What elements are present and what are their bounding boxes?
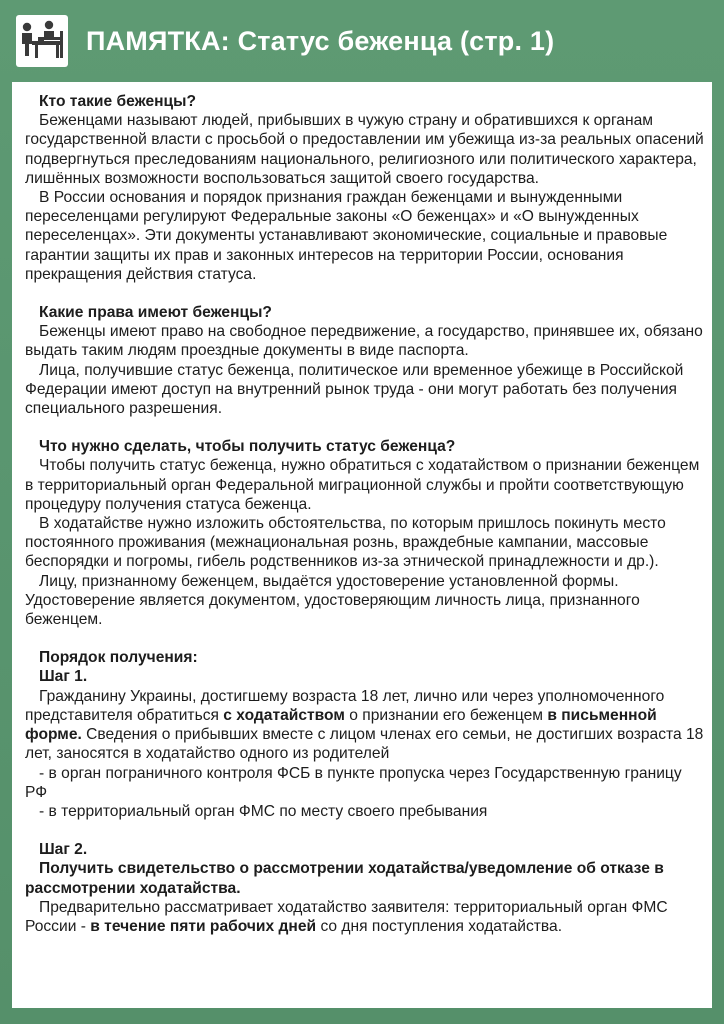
text-run: Предварительно рассматривает ходатайство заявителя: территориальный орган ФМС России - bbox=[25, 898, 668, 935]
bold-run: с ходатайством bbox=[223, 706, 345, 724]
page-header bbox=[0, 0, 724, 82]
section-heading-howto: Что нужно сделать, чтобы получить статус беженца? bbox=[39, 438, 456, 456]
text-run: со дня поступления ходатайства. bbox=[316, 917, 563, 935]
paragraph: Лицу, признанному беженцем, выдаётся удостоверение установленной формы. Удостоверение является документом, удостоверяющим личность лица, признанного беженцем. bbox=[25, 572, 640, 629]
paragraph: Лица, получившие статус беженца, политическое или временное убежище в Российской Федерации имеют доступ на внутренний рынок труда - они могут работать без получения специального разрешения. bbox=[25, 361, 684, 418]
step-2-heading: Шаг 2. bbox=[39, 841, 88, 859]
page-title: ПАМЯТКА: Статус беженца (стр. 1) bbox=[86, 26, 555, 56]
document-body bbox=[25, 92, 705, 936]
bold-run: в течение пяти рабочих дней bbox=[90, 917, 317, 935]
people-at-desk-icon bbox=[16, 15, 68, 67]
step-1-heading: Шаг 1. bbox=[39, 668, 88, 686]
paragraph: Чтобы получить статус беженца, нужно обратиться с ходатайством о признании беженцем в территориальный орган Федеральной миграционной службы и пройти соответствующую процедуру получения статуса беженца. bbox=[25, 457, 700, 513]
section-heading-rights: Какие права имеют беженцы? bbox=[39, 304, 272, 322]
step-2-subheading: Получить свидетельство о рассмотрении ходатайства/уведомление об отказе в рассмотрении ходатайства. bbox=[25, 860, 664, 897]
bold-run: в письменной форме. bbox=[25, 706, 657, 744]
text-run: Сведения о прибывших вместе с лицом членах его семьи, не достигших возраста 18 лет, заносятся в ходатайство одного из родителей bbox=[25, 726, 704, 763]
text-run: о признании его беженцем bbox=[344, 706, 548, 724]
paragraph: В России основания и порядок признания граждан беженцами и вынужденными переселенцами регулируют Федеральные законы «О беженцах» и «О вынужденных переселенцах». Эти документы устанавливают экономические, социальные и правовые гарантии защиты их прав и законных интересов на территории России, основания прекращения действия статуса. bbox=[25, 189, 668, 283]
paragraph: Беженцы имеют право на свободное передвижение, а государство, принявшее их, обязано выдать таким людям проездные документы в виде паспорта. bbox=[25, 323, 703, 360]
step-2-paragraph bbox=[25, 898, 705, 936]
step-1-paragraph bbox=[25, 687, 705, 764]
paragraph: Беженцами называют людей, прибывших в чужую страну и обратившихся к органам государственной власти с просьбой о предоставлении им убежища из-за реальных опасений подвергнуться преследованиям национального, религиозного или политического характера, лишённых возможности воспользоваться защитой своего государства. bbox=[25, 112, 704, 187]
list-item: - в орган пограничного контроля ФСБ в пункте пропуска через Государственную границу РФ bbox=[25, 764, 682, 801]
paragraph: В ходатайстве нужно изложить обстоятельства, по которым пришлось покинуть место постоянного проживания (межнациональная рознь, враждебные кампании, массовые беспорядки и погромы, гибель родственников из-за этнической принадлежности и др.). bbox=[25, 515, 666, 571]
section-heading-who: Кто такие беженцы? bbox=[39, 93, 196, 110]
section-heading-procedure: Порядок получения: bbox=[39, 649, 198, 667]
text-run: Гражданину Украины, достигшему возраста 18 лет, лично или через уполномоченного представителя обратиться bbox=[25, 687, 665, 724]
list-item: - в территориальный орган ФМС по месту своего пребывания bbox=[39, 802, 488, 820]
